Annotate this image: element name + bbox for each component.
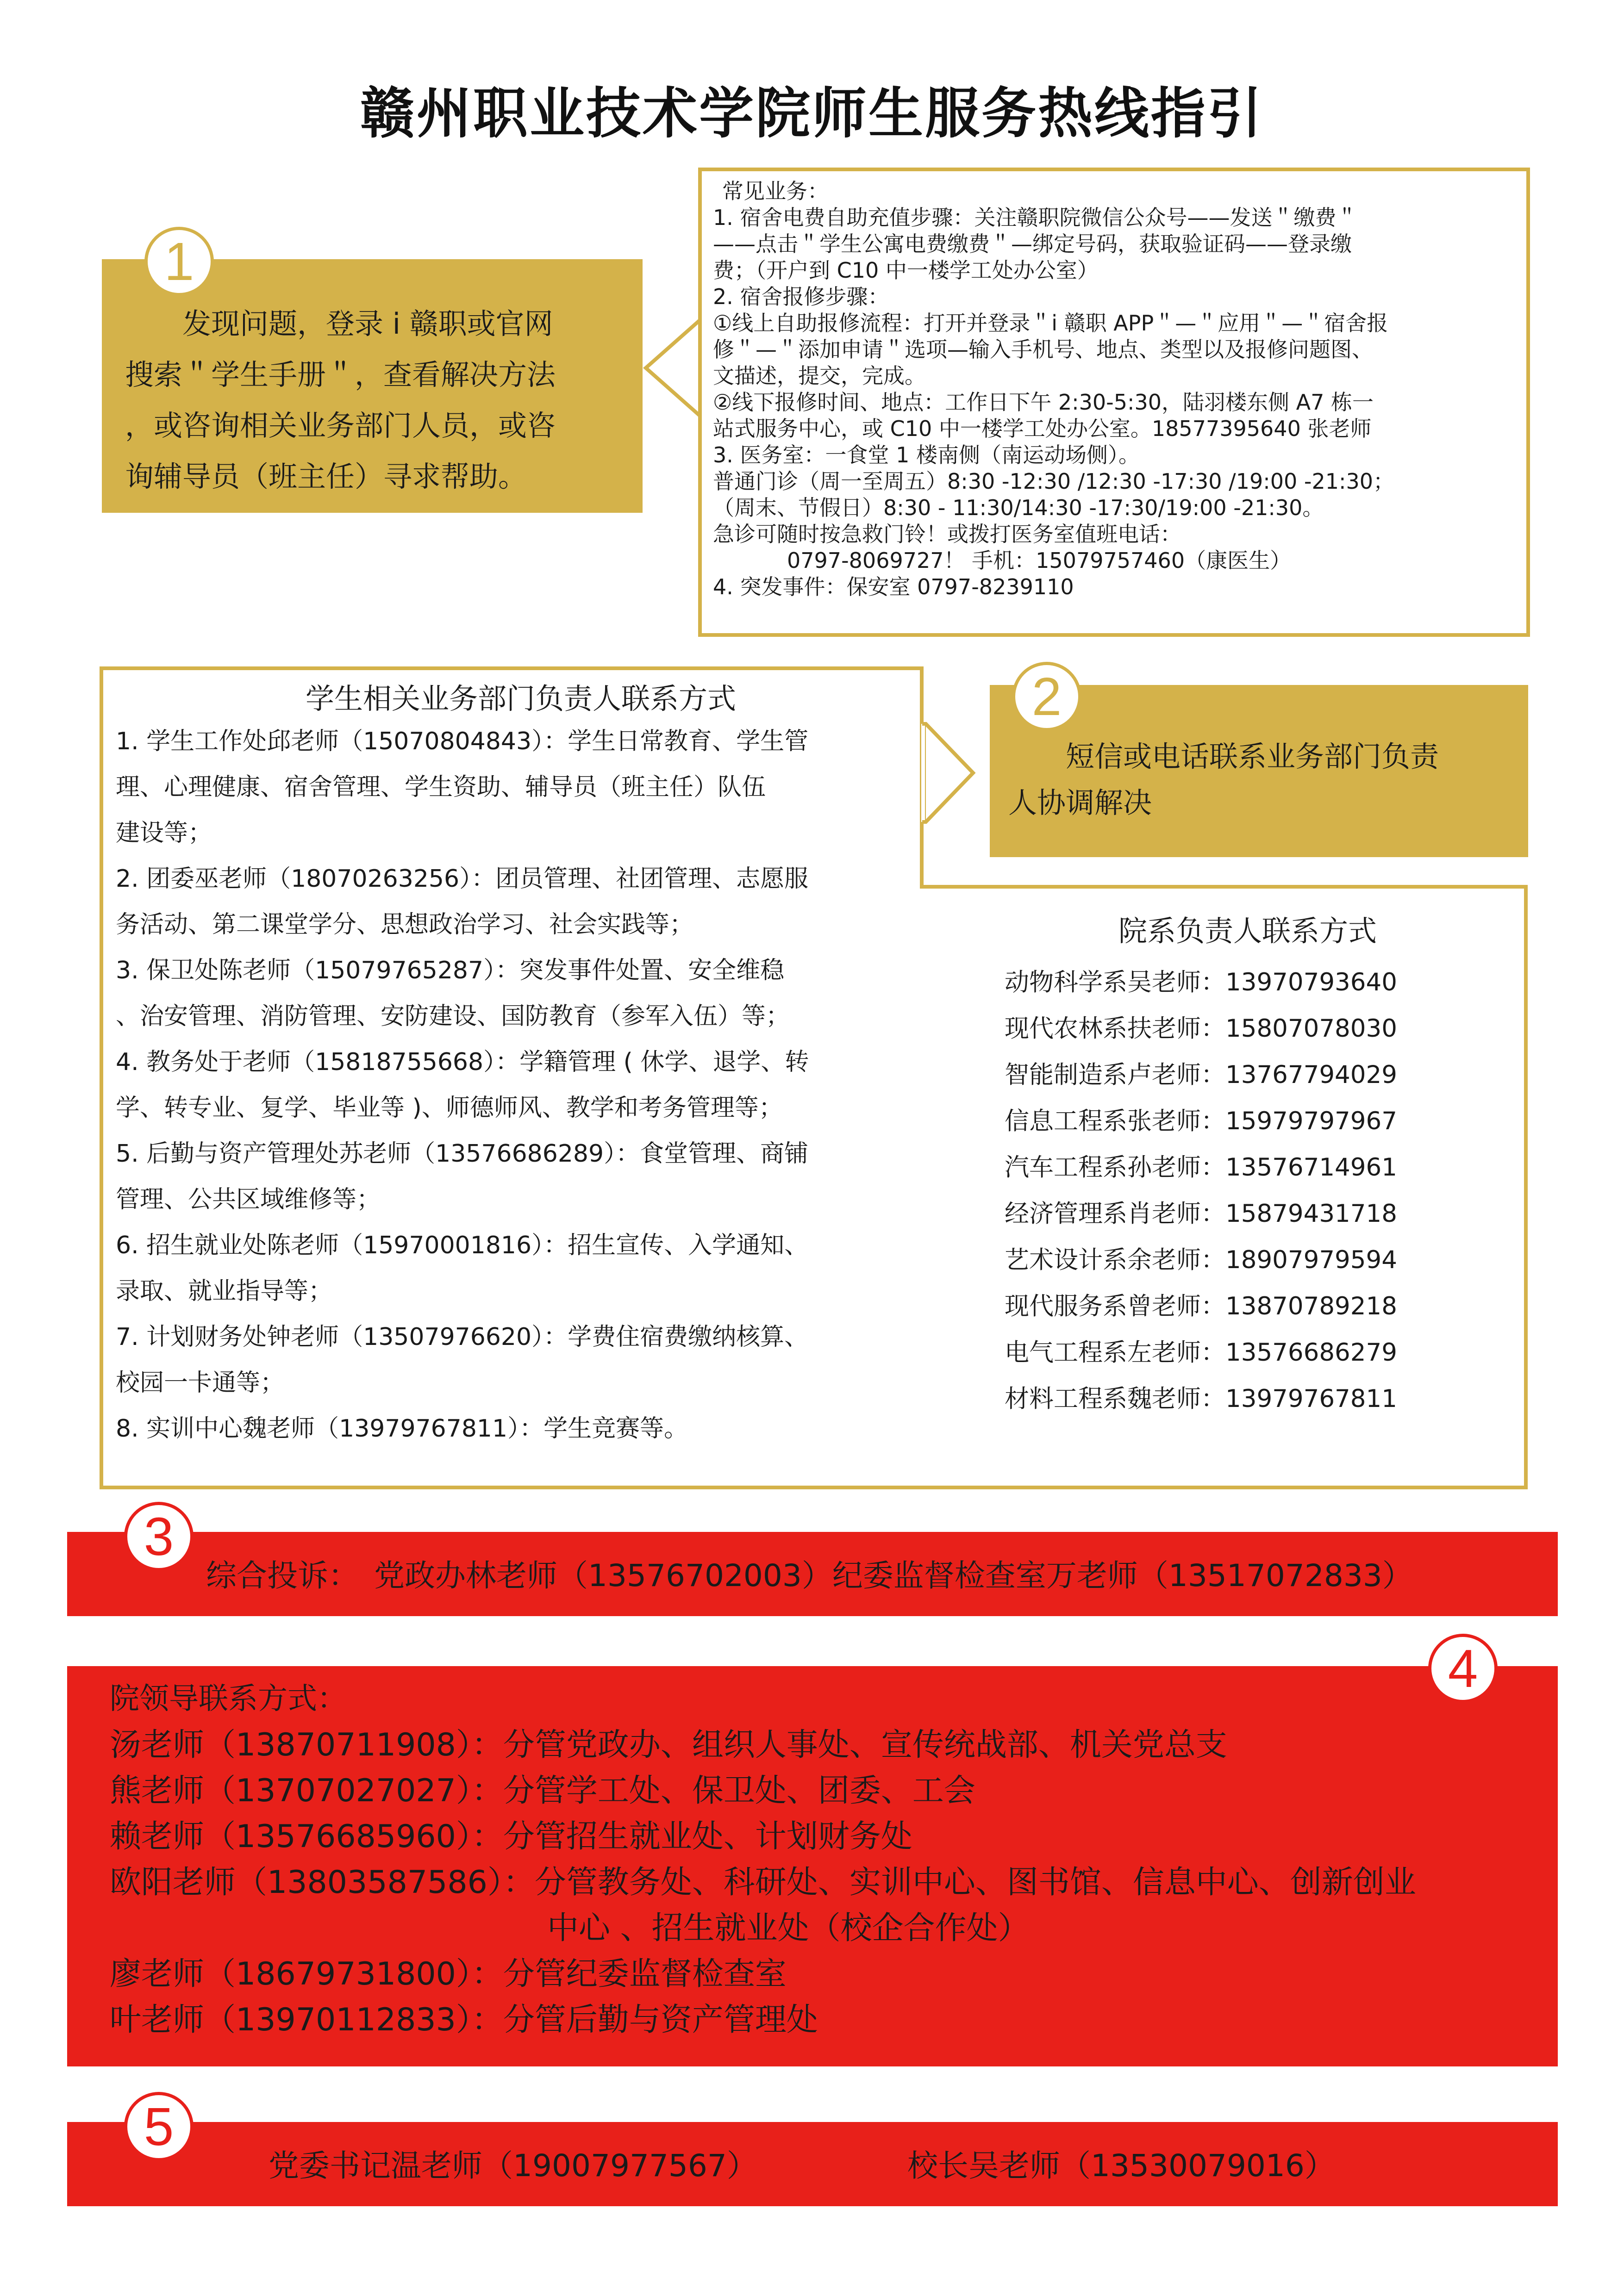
- arrow-left-icon: [641, 315, 706, 421]
- common-business-line: 1. 宿舍电费自助充值步骤：关注赣职院微信公众号——发送＂缴费＂: [713, 205, 1358, 230]
- common-business-line: 0797-8069727！ 手机：15079757460（康医生）: [787, 548, 1292, 573]
- departments-title: 学生相关业务部门负责人联系方式: [305, 682, 736, 716]
- department-line: 1. 学生工作处邱老师（15070804843）：学生日常教育、学生管: [116, 728, 809, 755]
- step1-line: 发现问题，登录 i 赣职或官网: [125, 307, 553, 341]
- college-contact-item: 经济管理系肖老师：15879431718: [1005, 1200, 1397, 1228]
- step3-band: [67, 1532, 1558, 1616]
- department-line: 务活动、第二课堂学分、思想政治学习、社会实践等；: [116, 911, 694, 939]
- common-business-line: ①线上自助报修流程：打开并登录＂i 赣职 APP＂—＂应用＂—＂宿舍报: [713, 311, 1388, 336]
- department-line: 理、心理健康、宿舍管理、学生资助、辅导员（班主任）队伍: [116, 773, 766, 801]
- step2-line: 短信或电话联系业务部门负责: [1008, 740, 1439, 773]
- department-line: 3. 保卫处陈老师（15079765287）：突发事件处置、安全维稳: [116, 957, 785, 984]
- leader-line: 廖老师（18679731800）：分管纪委监督检查室: [110, 1956, 787, 1992]
- page-title: 赣州职业技术学院师生服务热线指引: [360, 81, 1264, 145]
- college-contact-item: 电气工程系左老师：13576686279: [1005, 1338, 1397, 1367]
- leader-line: 熊老师（13707027027）：分管学工处、保卫处、团委、工会: [110, 1773, 975, 1809]
- common-business-line: ——点击＂学生公寓电费缴费＂—绑定号码，获取验证码——登录缴: [713, 231, 1352, 256]
- step1-box: [102, 259, 643, 513]
- college-contact-item: 艺术设计系余老师：18907979594: [1005, 1246, 1397, 1274]
- arrow-right-icon: [921, 722, 977, 824]
- department-line: 4. 教务处于老师（15818755668）：学籍管理 ( 休学、退学、转: [116, 1048, 809, 1076]
- colleges-section: [981, 908, 1514, 1422]
- step5-number-badge: 5: [124, 2092, 194, 2161]
- leader-line: 中心 、招生就业处（校企合作处）: [547, 1910, 1030, 1947]
- department-line: 6. 招生就业处陈老师（15970001816）：招生宣传、入学通知、: [116, 1232, 809, 1259]
- complaint-text: 综合投诉： 党政办林老师（13576702003）纪委监督检查室万老师（13517072833）: [206, 1558, 1413, 1593]
- step3-number-badge: 3: [124, 1502, 194, 1571]
- leader-line: 叶老师（13970112833）：分管后勤与资产管理处: [110, 2002, 818, 2038]
- common-business-line: 急诊可随时按急救门铃！或拨打医务室值班电话：: [713, 522, 1181, 547]
- department-line: 学、转专业、复学、毕业等 )、师德师风、教学和考务管理等；: [116, 1094, 783, 1122]
- step1-number-badge: 1: [144, 227, 214, 296]
- department-line: 录取、就业指导等；: [116, 1277, 333, 1305]
- step4-band: [67, 1666, 1558, 2066]
- common-business-heading: 常见业务：: [722, 179, 829, 204]
- step2-number-badge: 2: [1012, 662, 1081, 731]
- common-business-line: 修＂—＂添加申请＂选项—输入手机号、地点、类型以及报修问题图、: [713, 337, 1373, 362]
- common-business-line: 费；（开户到 C10 中一楼学工处办公室）: [713, 258, 1099, 283]
- department-line: 7. 计划财务处钟老师（13507976620）：学费住宿费缴纳核算、: [116, 1323, 809, 1351]
- common-business-line: 3. 医务室：一食堂 1 楼南侧（南运动场侧）。: [713, 442, 1140, 467]
- college-contact-item: 动物科学系吴老师：13970793640: [1005, 968, 1397, 996]
- common-business-line: 4. 突发事件：保安室 0797-8239110: [713, 574, 1074, 599]
- common-business-line: （周末、节假日）8:30 - 11:30/14:30 -17:30/19:00 -21:30。: [713, 495, 1324, 520]
- department-line: 管理、公共区域维修等；: [116, 1186, 381, 1213]
- president-text: 校长吴老师（13530079016）: [907, 2148, 1335, 2184]
- leader-line: 欧阳老师（13803587586）：分管教务处、科研处、实训中心、图书馆、信息中心、创新创业: [110, 1864, 1416, 1901]
- department-line: 8. 实训中心魏老师（13979767811）：学生竞赛等。: [116, 1415, 688, 1443]
- leader-line: 赖老师（13576685960）：分管招生就业处、计划财务处: [110, 1818, 912, 1855]
- department-line: 校园一卡通等；: [116, 1369, 285, 1397]
- step4-number-badge: 4: [1428, 1634, 1498, 1703]
- college-contact-item: 智能制造系卢老师：13767794029: [1005, 1061, 1397, 1089]
- college-contact-item: 信息工程系张老师：15979797967: [1005, 1107, 1397, 1135]
- college-contact-item: 材料工程系魏老师：13979767811: [1005, 1385, 1397, 1413]
- common-business-line: 站式服务中心，或 C10 中一楼学工处办公室。18577395640 张老师: [713, 416, 1372, 441]
- leaders-heading: 院领导联系方式：: [110, 1682, 347, 1716]
- departments-section: [116, 676, 926, 1452]
- common-business-line: ②线下报修时间、地点：工作日下午 2:30-5:30，陆羽楼东侧 A7 栋一: [713, 390, 1374, 415]
- step1-line: ，或咨询相关业务部门人员，或咨: [125, 409, 556, 442]
- common-business-box: [698, 168, 1530, 637]
- step1-line: 搜索＂学生手册＂，查看解决方法: [125, 358, 556, 392]
- common-business-line: 文描述，提交，完成。: [713, 363, 926, 388]
- common-business-line: 普通门诊（周一至周五）8:30 -12:30 /12:30 -17:30 /19:00 -21:30；: [713, 469, 1395, 494]
- department-line: 5. 后勤与资产管理处苏老师（13576686289）：食堂管理、商铺: [116, 1140, 809, 1168]
- party-secretary-text: 党委书记温老师（19007977567）: [269, 2148, 757, 2184]
- step2-line: 人协调解决: [1008, 786, 1152, 820]
- department-line: 、治安管理、消防管理、安防建设、国防教育（参军入伍）等；: [116, 1002, 790, 1030]
- department-line: 建设等；: [116, 819, 212, 847]
- college-contact-item: 现代农林系扶老师：15807078030: [1005, 1014, 1397, 1043]
- college-contact-item: 现代服务系曾老师：13870789218: [1005, 1292, 1397, 1320]
- department-line: 2. 团委巫老师（18070263256）：团员管理、社团管理、志愿服: [116, 865, 809, 893]
- leader-line: 汤老师（13870711908）：分管党政办、组织人事处、宣传统战部、机关党总支: [110, 1727, 1227, 1763]
- step5-band: [67, 2122, 1558, 2206]
- college-contact-item: 汽车工程系孙老师：13576714961: [1005, 1153, 1397, 1182]
- step1-line: 询辅导员（班主任）寻求帮助。: [125, 460, 527, 493]
- common-business-line: 2. 宿舍报修步骤：: [713, 284, 889, 309]
- colleges-title: 院系负责人联系方式: [1118, 914, 1377, 948]
